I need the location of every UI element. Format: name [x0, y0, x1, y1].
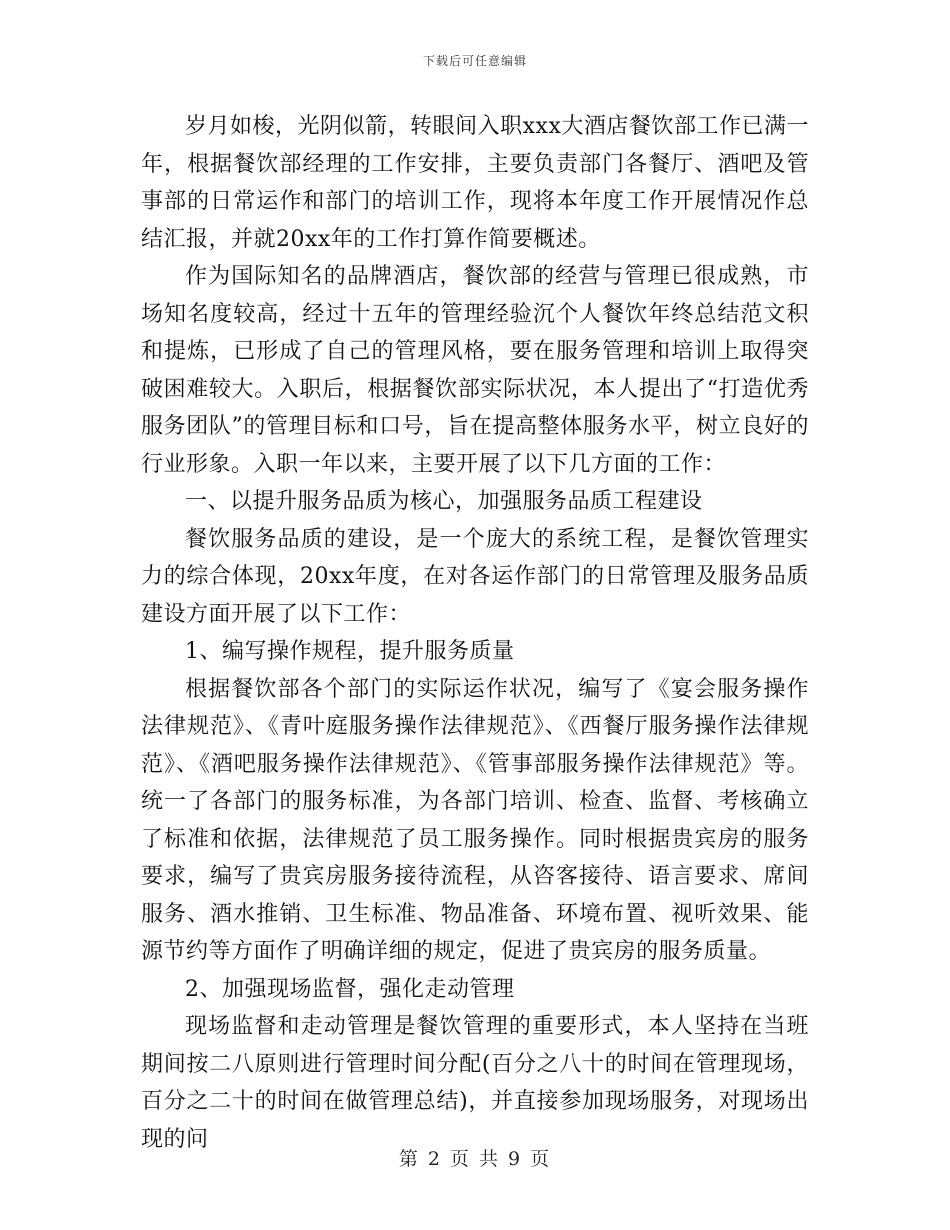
paragraph-intro: 岁月如梭，光阴似箭，转眼间入职xxx大酒店餐饮部工作已满一年，根据餐饮部经理的工作安排，主要负责部门各餐厅、酒吧及管事部的日常运作和部门的培训工作，现将本年度工作开展情况作总结汇报，并就20xx年的工作打算作简要概述。: [141, 114, 809, 252]
paragraph-supervision: 现场监督和走动管理是餐饮管理的重要形式，本人坚持在当班期间按二八原则进行管理时间分配(百分之八十的时间在管理现场，百分之二十的时间在做管理总结)，并直接参加现场服务，对现场出现的问: [141, 1014, 809, 1152]
paragraph-background: 作为国际知名的品牌酒店，餐饮部的经营与管理已很成熟，市场知名度较高，经过十五年的管理经验沉个人餐饮年终总结范文积和提炼，已形成了自己的管理风格，要在服务管理和培训上取得突破困难较大。入职后，根据餐饮部实际状况，本人提出了“打造优秀服务团队”的管理目标和口号，旨在提高整体服务水平，树立良好的行业形象。入职一年以来，主要开展了以下几方面的工作：: [141, 264, 809, 477]
section-heading-1: 一、以提升服务品质为核心，加强服务品质工程建设: [185, 489, 703, 514]
subsection-heading-2: 2、加强现场监督，强化走动管理: [185, 976, 515, 1002]
paragraph-service-quality: 餐饮服务品质的建设，是一个庞大的系统工程，是餐饮管理实力的综合体现，20xx年度，在对各运作部门的日常管理及服务品质建设方面开展了以下工作：: [141, 526, 809, 627]
page-number-footer: 第 2 页 共 9 页: [398, 1148, 552, 1170]
page-header: 下载后可任意编辑: [422, 54, 527, 68]
document-body: [141, 108, 809, 1158]
paragraph-procedures: 根据餐饮部各个部门的实际运作状况，编写了《宴会服务操作法律规范》、《青叶庭服务操作法律规范》、《西餐厅服务操作法律规范》、《酒吧服务操作法律规范》、《管事部服务操作法律规范》等。统一了各部门的服务标准，为各部门培训、检查、监督、考核确立了标准和依据，法律规范了员工服务操作。同时根据贵宾房的服务要求，编写了贵宾房服务接待流程，从咨客接待、语言要求、席间服务、酒水推销、卫生标准、物品准备、环境布置、视听效果、能源节约等方面作了明确详细的规定，促进了贵宾房的服务质量。: [141, 676, 809, 964]
subsection-heading-1: 1、编写操作规程，提升服务质量: [185, 639, 515, 664]
